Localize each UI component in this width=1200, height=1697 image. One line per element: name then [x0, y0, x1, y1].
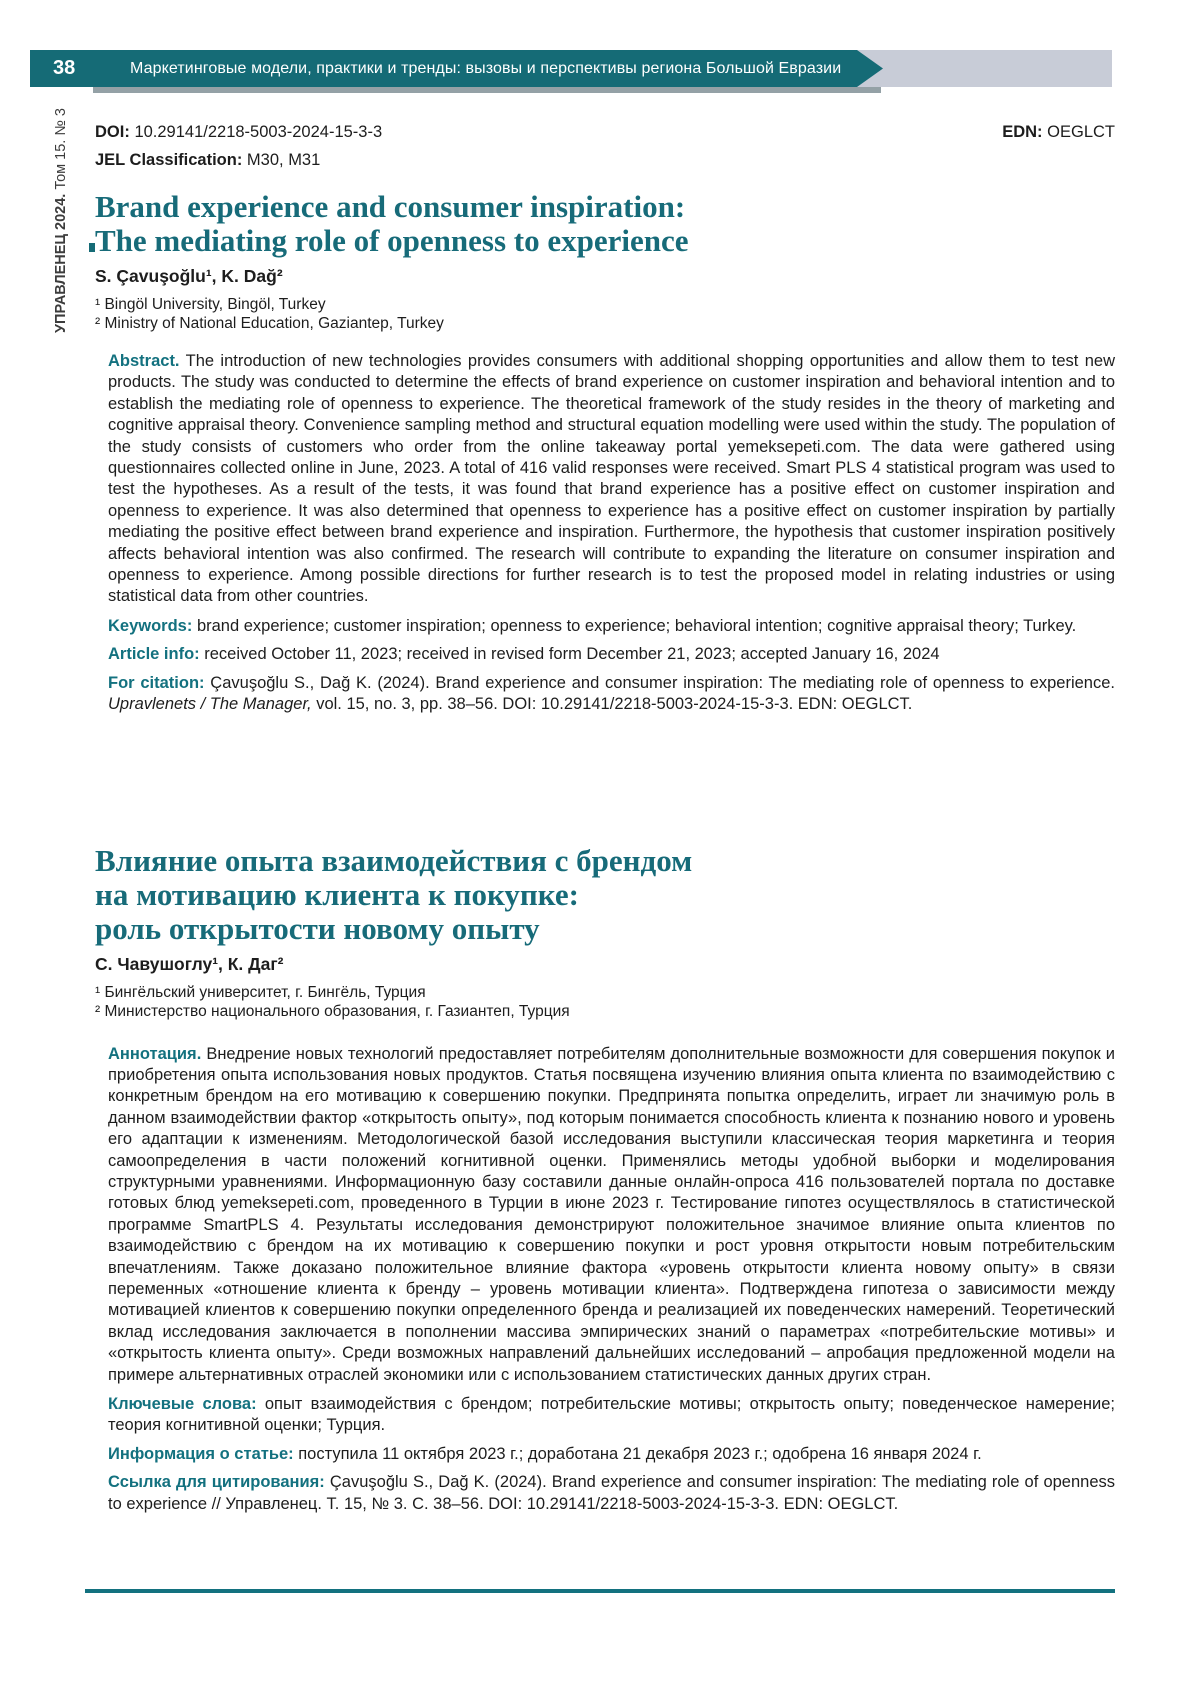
affiliation-ru-2: ² Министерство национального образования, г. Газиантеп, Турция	[95, 1002, 570, 1020]
citation-ru-label: Ссылка для цитирования:	[108, 1473, 325, 1492]
page-number: 38	[53, 57, 76, 79]
sidebar-journal-name: УПРАВЛЕНЕЦ 2024.	[53, 193, 69, 333]
abstract-en	[95, 351, 1115, 608]
abstract-ru-text: Внедрение новых технологий предоставляет потребителям дополнительные возможности для совершения покупок и приобретения опыта использования новых продуктов. Статья посвящена изучению влияния опыта клиента по взаимодействию с конкретным брендом на его мотивацию к совершению покупки. Предпринята попытка определить, играет ли значимую роль в данном взаимодействии фактор «открытость опыту», под которым понимается способность клиента к познанию нового и уровень его адаптации к изменениям. Методологической базой исследования выступили классическая теория маркетинга и теория самоопределения в части положений когнитивной оценки. Применялись методы удобной выборки и моделирования структурными уравнениями. Информационную базу составили данные онлайн-опроса 416 пользователей портала по доставке готовых блюд yemeksepeti.com, проведенного в Турции в июне 2023 г. Тестирование гипотез осуществлялось в статистической программе SmartPLS 4. Результаты исследования демонстрируют положительное значимое влияние опыта клиентов по взаимодействию с брендом на их мотивацию к совершению покупки и рост уровня открытости новым потребительским впечатлениям. Также доказано положительное влияние фактора «уровень открытости клиента новому опыту» в связи переменных «отношение клиента к бренду – уровень мотивации клиента». Подтверждена гипотеза о зависимости между мотивацией клиентов к совершению покупки определенного бренда и реализацией их поведенческих намерений. Теоретический вклад исследования заключается в пополнении массива эмпирических знаний о параметрах «потребительские мотивы» и «открытость клиента опыту». Среди возможных направлений дальнейших исследований – апробация предложенной модели на примере альтернативных отраслей экономики или с использованием статистических данных других стран.	[108, 1044, 1115, 1384]
footer-rule	[85, 1589, 1115, 1593]
article-info-ru	[95, 1444, 1115, 1465]
keywords-ru	[95, 1394, 1115, 1437]
keywords-ru-label: Ключевые слова:	[108, 1395, 257, 1413]
affiliations-en	[95, 295, 1115, 333]
affiliations-ru	[95, 983, 1115, 1021]
abstract-en-label: Abstract.	[108, 352, 180, 370]
doi-value: 10.29141/2218-5003-2024-15-3-3	[134, 123, 383, 141]
keywords-ru-text: опыт взаимодействия с брендом; потребительские мотивы; открытость опыту; поведенческое намерение; теория когнитивной оценки; Турция.	[108, 1395, 1115, 1435]
article-info-ru-text: поступила 11 октября 2023 г.; доработана 21 декабря 2023 г.; одобрена 16 января 2024 г.	[298, 1444, 982, 1463]
abstract-en-text: The introduction of new technologies provides consumers with additional shopping opportunities and allow them to test new products. The study was conducted to determine the effects of brand experience on customer inspiration and behavioral intention and to establish the mediating role of openness to experience. The theoretical framework of the study resides in the theory of marketing and cognitive appraisal theory. Convenience sampling method and structural equation modelling were used within the study. The population of the study consists of customers who order from the online takeaway portal yemeksepeti.com. The data were gathered using questionnaires collected online in June, 2023. A total of 416 valid responses were received. Smart PLS 4 statistical program was used to test the hypotheses. As a result of the tests, it was found that brand experience has a positive effect on customer inspiration and openness to experience. It was also determined that openness to experience has a positive effect on customer inspiration by partially mediating the positive effect between brand experience and inspiration. Furthermore, the hypothesis that customer inspiration positively affects behavioral intention was also confirmed. The research will contribute to expanding the literature on consumer inspiration and openness to experience. Among possible directions for further research is to test the proposed model in relating industries or using statistical data from other countries.	[108, 352, 1116, 606]
article-title-ru-line1: Влияние опыта взаимодействия с брендом	[95, 842, 693, 878]
affiliation-en-1: ¹ Bingöl University, Bingöl, Turkey	[95, 296, 326, 313]
header-gray-bar	[853, 50, 1112, 87]
citation-en-pre: Çavuşoğlu S., Dağ K. (2024). Brand experience and consumer inspiration: The mediating role of openness to experience.	[210, 673, 1115, 692]
edn-label: EDN:	[1002, 123, 1043, 141]
article-info-en-text: received October 11, 2023; received in revised form December 21, 2023; accepted January 16, 2024	[204, 645, 940, 664]
article-info-en-label: Article info:	[108, 645, 200, 664]
article-content	[95, 123, 1115, 1515]
doi-line	[95, 123, 382, 142]
citation-ru	[95, 1472, 1115, 1515]
jel-line	[95, 151, 1115, 170]
article-title-en	[95, 190, 1115, 258]
jel-value: M30, M31	[246, 151, 321, 169]
jel-label: JEL Classification:	[95, 151, 243, 169]
keywords-en-label: Keywords:	[108, 616, 193, 635]
keywords-en	[95, 616, 1115, 637]
authors-ru: С. Чавушоглу¹, К. Даг²	[95, 953, 284, 974]
article-title-ru	[95, 844, 1115, 946]
citation-ru-text: Çavuşoğlu S., Dağ K. (2024). Brand experience and consumer inspiration: The mediating role of openness to experience // Управленец. Т. 15, № 3. С. 38–56. DOI: 10.29141/2218-5003-2024-15-3-3. EDN: OEGLCT.	[108, 1473, 1116, 1513]
affiliation-ru-1: ¹ Бингёльский университет, г. Бингёль, Турция	[95, 983, 426, 1001]
citation-en-post: vol. 15, no. 3, pp. 38–56. DOI: 10.29141/2218-5003-2024-15-3-3. EDN: OEGLCT.	[311, 695, 913, 714]
header-bar-shadow	[93, 87, 881, 93]
edn-line	[1002, 123, 1115, 142]
citation-en-journal: Upravlenets / The Manager,	[108, 695, 312, 714]
article-info-ru-label: Информация о статье:	[108, 1444, 294, 1463]
sidebar-journal-caption	[53, 108, 69, 333]
authors-en: S. Çavuşoğlu¹, K. Dağ²	[95, 266, 283, 286]
article-title-en-line1: Brand experience and consumer inspiration:	[95, 189, 686, 224]
doi-label: DOI:	[95, 123, 130, 141]
citation-en	[95, 673, 1115, 716]
meta-row	[95, 123, 1115, 142]
sidebar-issue-info: Том 15. № 3	[53, 108, 69, 194]
abstract-ru	[95, 1044, 1115, 1387]
article-title-en-line2: The mediating role of openness to experience	[95, 223, 689, 258]
keywords-en-text: brand experience; customer inspiration; openness to experience; behavioral intention; cognitive appraisal theory; Turkey.	[196, 616, 1077, 635]
affiliation-en-2: ² Ministry of National Education, Gaziantep, Turkey	[95, 315, 444, 332]
article-info-en	[95, 644, 1115, 665]
article-title-ru-line2: на мотивацию клиента к покупке:	[95, 876, 579, 912]
citation-en-label: For citation:	[108, 673, 205, 692]
edn-value: OEGLCT	[1047, 123, 1115, 141]
running-title: Маркетинговые модели, практики и тренды: вызовы и перспективы региона Большой Евразии	[130, 59, 842, 77]
article-title-ru-line3: роль открытости новому опыту	[95, 910, 540, 946]
abstract-ru-label: Аннотация.	[108, 1044, 202, 1063]
